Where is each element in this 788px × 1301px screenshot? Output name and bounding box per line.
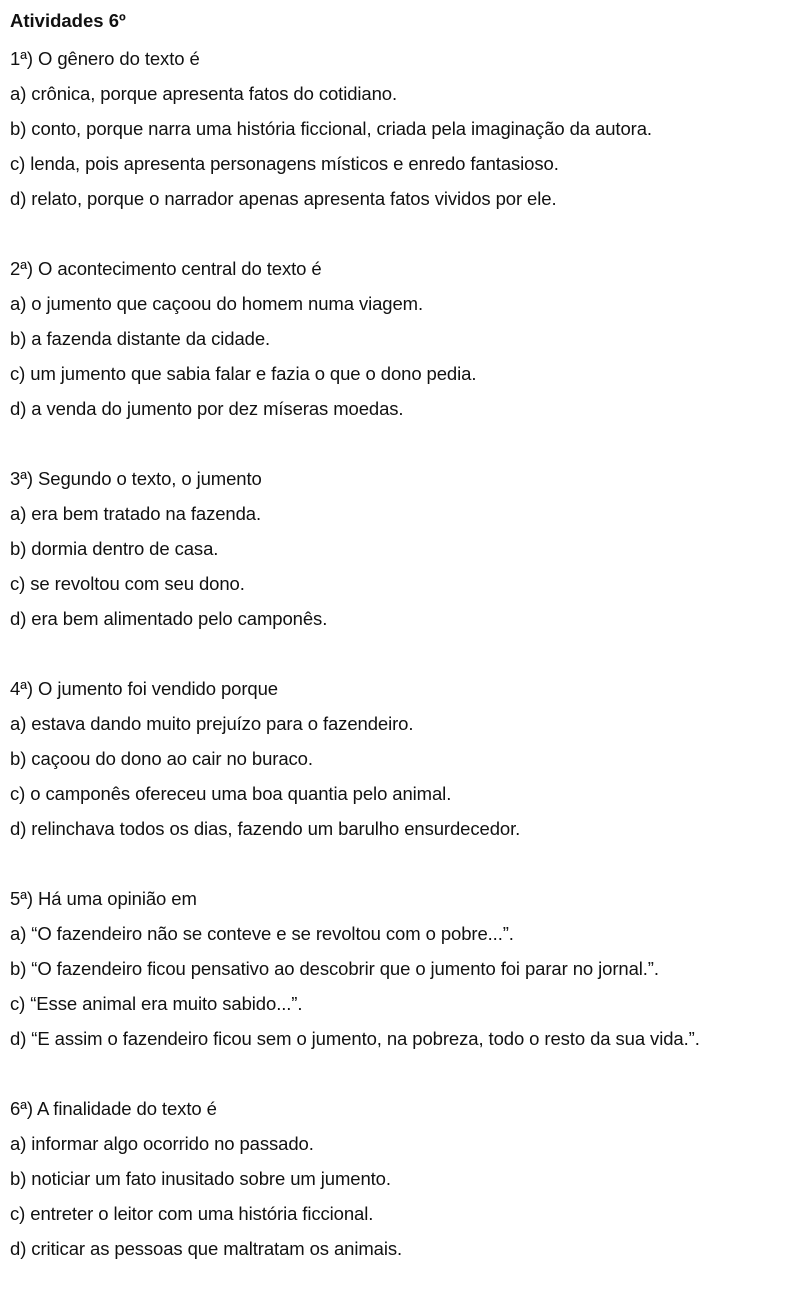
- option-c: c) entreter o leitor com uma história ficcional.: [10, 1203, 374, 1224]
- option-b: b) noticiar um fato inusitado sobre um jumento.: [10, 1168, 391, 1189]
- option-a: a) informar algo ocorrido no passado.: [10, 1133, 314, 1154]
- option-c: c) “Esse animal era muito sabido...”.: [10, 993, 303, 1014]
- option-b: b) “O fazendeiro ficou pensativo ao descobrir que o jumento foi parar no jornal.”.: [10, 958, 659, 979]
- question-prompt: 6ª) A finalidade do texto é: [10, 1098, 217, 1119]
- question-prompt: 4ª) O jumento foi vendido porque: [10, 678, 278, 699]
- option-b: b) caçoou do dono ao cair no buraco.: [10, 748, 313, 769]
- option-a: a) o jumento que caçoou do homem numa viagem.: [10, 293, 424, 314]
- option-a: a) crônica, porque apresenta fatos do cotidiano.: [10, 83, 398, 104]
- question-5: [10, 881, 788, 1091]
- question-4: [10, 671, 788, 881]
- option-c: c) lenda, pois apresenta personagens místicos e enredo fantasioso.: [10, 153, 559, 174]
- option-b: b) dormia dentro de casa.: [10, 538, 219, 559]
- option-d: d) a venda do jumento por dez míseras moedas.: [10, 398, 404, 419]
- question-3: [10, 461, 788, 671]
- option-a: a) estava dando muito prejuízo para o fazendeiro.: [10, 713, 414, 734]
- question-prompt: 5ª) Há uma opinião em: [10, 888, 197, 909]
- question-prompt: 2ª) O acontecimento central do texto é: [10, 258, 322, 279]
- option-d: d) criticar as pessoas que maltratam os animais.: [10, 1238, 403, 1259]
- option-d: d) “E assim o fazendeiro ficou sem o jumento, na pobreza, todo o resto da sua vida.”.: [10, 1028, 700, 1049]
- page-title: Atividades 6º: [10, 10, 126, 31]
- option-c: c) um jumento que sabia falar e fazia o que o dono pedia.: [10, 363, 477, 384]
- option-d: d) era bem alimentado pelo camponês.: [10, 608, 328, 629]
- option-b: b) a fazenda distante da cidade.: [10, 328, 271, 349]
- option-a: a) era bem tratado na fazenda.: [10, 503, 262, 524]
- option-c: c) o camponês ofereceu uma boa quantia pelo animal.: [10, 783, 452, 804]
- option-d: d) relato, porque o narrador apenas apresenta fatos vividos por ele.: [10, 188, 557, 209]
- question-1: [10, 41, 788, 251]
- option-d: d) relinchava todos os dias, fazendo um barulho ensurdecedor.: [10, 818, 521, 839]
- question-2: [10, 251, 788, 461]
- option-c: c) se revoltou com seu dono.: [10, 573, 245, 594]
- option-a: a) “O fazendeiro não se conteve e se revoltou com o pobre...”.: [10, 923, 514, 944]
- question-prompt: 3ª) Segundo o texto, o jumento: [10, 468, 262, 489]
- option-b: b) conto, porque narra uma história ficcional, criada pela imaginação da autora.: [10, 118, 652, 139]
- question-6: [10, 1091, 788, 1301]
- question-prompt: 1ª) O gênero do texto é: [10, 48, 200, 69]
